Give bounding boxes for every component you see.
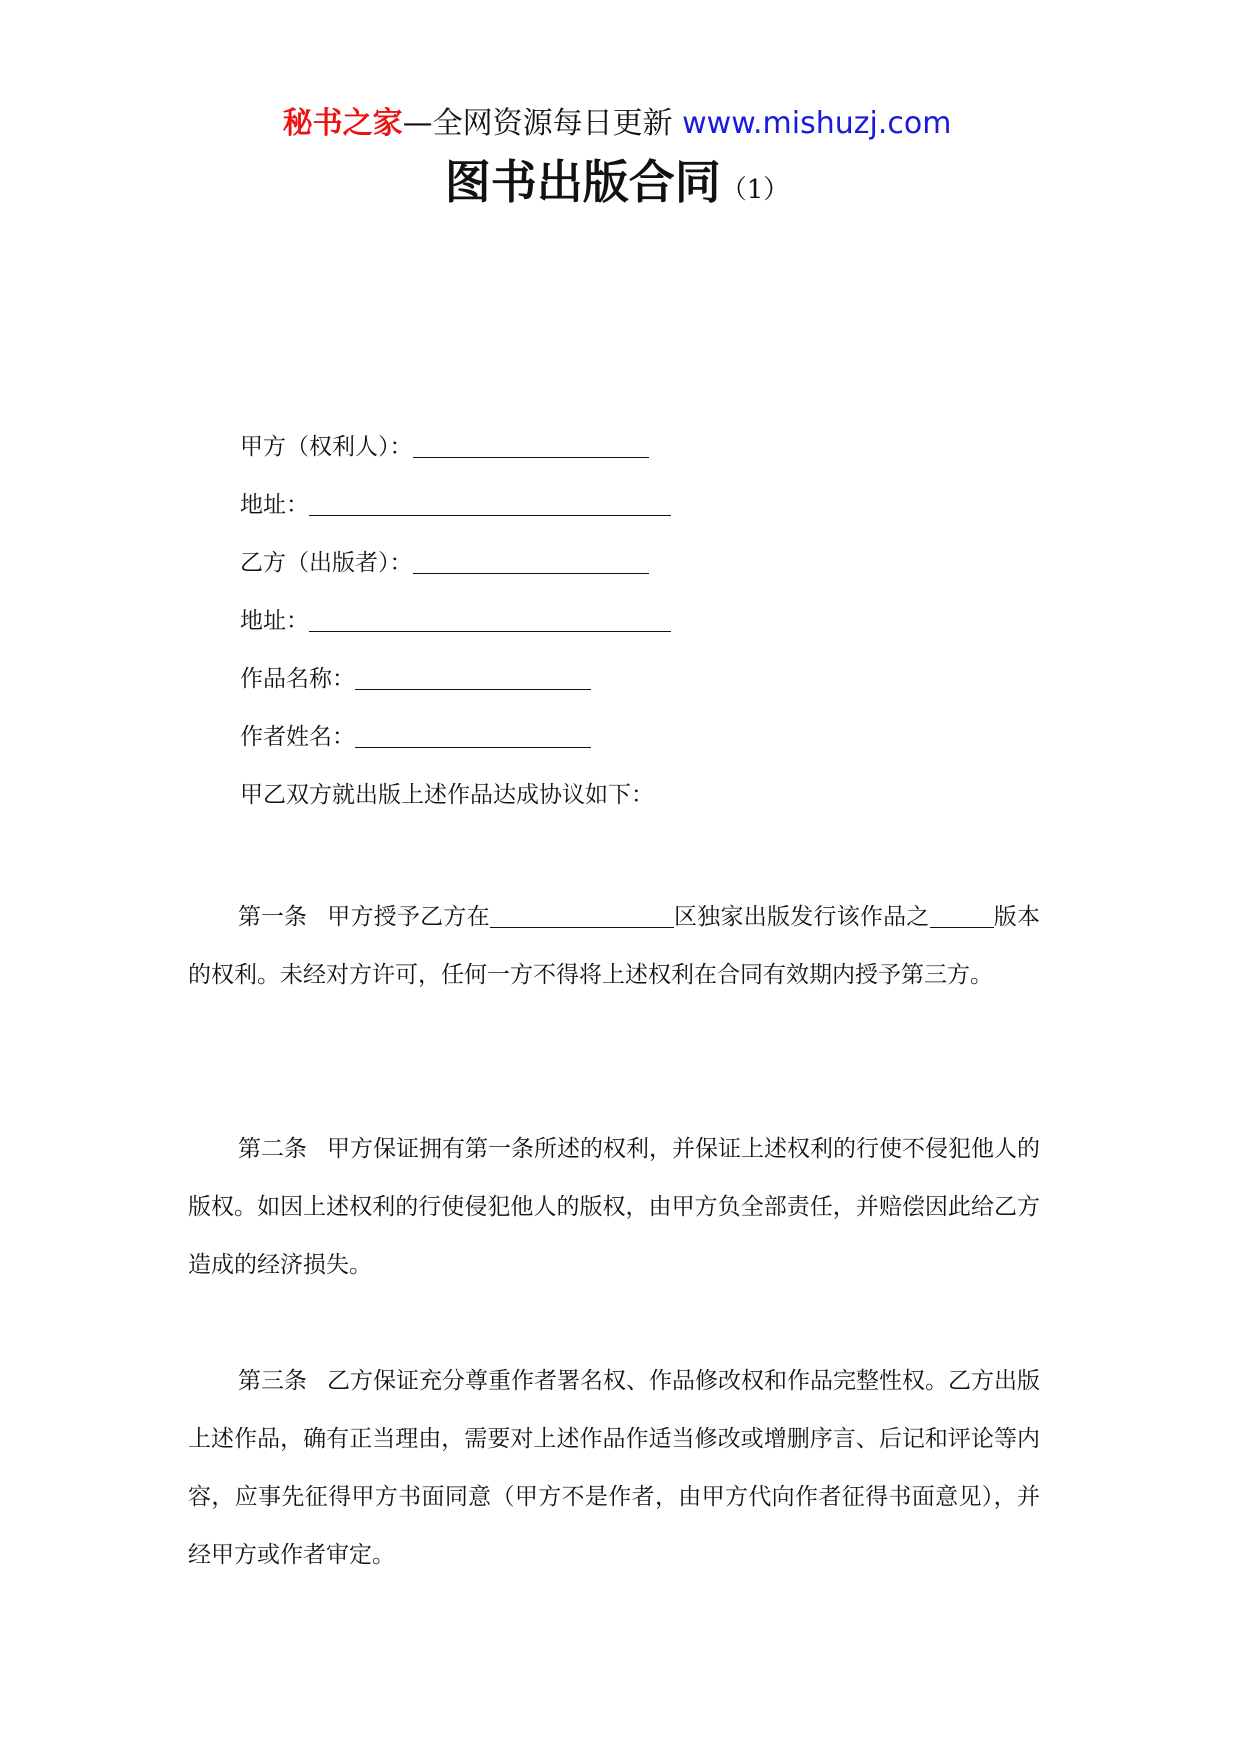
site-header xyxy=(0,100,1234,148)
article-1 xyxy=(188,888,1040,1004)
title-number: （1） xyxy=(720,175,790,205)
field-party-a xyxy=(240,418,671,476)
fill-in-blank xyxy=(355,721,591,748)
fill-in-blank xyxy=(930,903,994,928)
field-label: 乙方（出版者）： xyxy=(240,550,413,576)
article-text-part: 区独家出版发行该作品之 xyxy=(673,904,930,930)
title-main: 图书出版合同 xyxy=(444,155,721,209)
fill-in-blank xyxy=(309,489,671,516)
field-party-a-address xyxy=(240,476,671,534)
document-title xyxy=(0,150,1234,222)
fill-in-blank xyxy=(490,903,674,928)
agreement-intro: 甲乙双方就出版上述作品达成协议如下： xyxy=(240,782,654,808)
field-label: 甲方（权利人）： xyxy=(240,434,413,460)
article-text-part: 版本的权利。未经对方许可，任何一方不得将上述权利在合同有效期内授予第三方。 xyxy=(188,904,1041,988)
field-author-name xyxy=(240,708,671,766)
article-text: 乙方保证充分尊重作者署名权、作品修改权和作品完整性权。乙方出版上述作品，确有正当理由，需要对上述作品作适当修改或增删序言、后记和评论等内容，应事先征得甲方书面同意（甲方不是作者，由甲方代向作者征得书面意见），并经甲方或作者审定。 xyxy=(188,1368,1040,1568)
fill-in-blank xyxy=(309,605,671,632)
field-party-b xyxy=(240,534,671,592)
brand-name: 秘书之家 xyxy=(282,106,403,141)
article-number: 第二条 xyxy=(238,1136,307,1162)
field-label: 地址： xyxy=(240,492,309,518)
article-2 xyxy=(188,1120,1040,1294)
article-number: 第三条 xyxy=(238,1368,307,1394)
article-3 xyxy=(188,1352,1040,1584)
article-text-part: 甲方授予乙方在 xyxy=(327,904,490,930)
field-label: 作品名称： xyxy=(240,666,355,692)
field-label: 作者姓名： xyxy=(240,724,355,750)
fill-in-blank xyxy=(355,663,591,690)
field-party-b-address xyxy=(240,592,671,650)
article-number: 第一条 xyxy=(238,904,307,930)
party-fields xyxy=(240,418,671,824)
site-slogan: —全网资源每日更新 xyxy=(402,106,673,141)
article-text: 甲方保证拥有第一条所述的权利，并保证上述权利的行使不侵犯他人的版权。如因上述权利的行使侵犯他人的版权，由甲方负全部责任，并赔偿因此给乙方造成的经济损失。 xyxy=(188,1136,1040,1278)
field-work-title xyxy=(240,650,671,708)
site-url-link[interactable]: www.mishuzj.com xyxy=(682,106,952,141)
fill-in-blank xyxy=(413,431,649,458)
field-label: 地址： xyxy=(240,608,309,634)
fill-in-blank xyxy=(413,547,649,574)
